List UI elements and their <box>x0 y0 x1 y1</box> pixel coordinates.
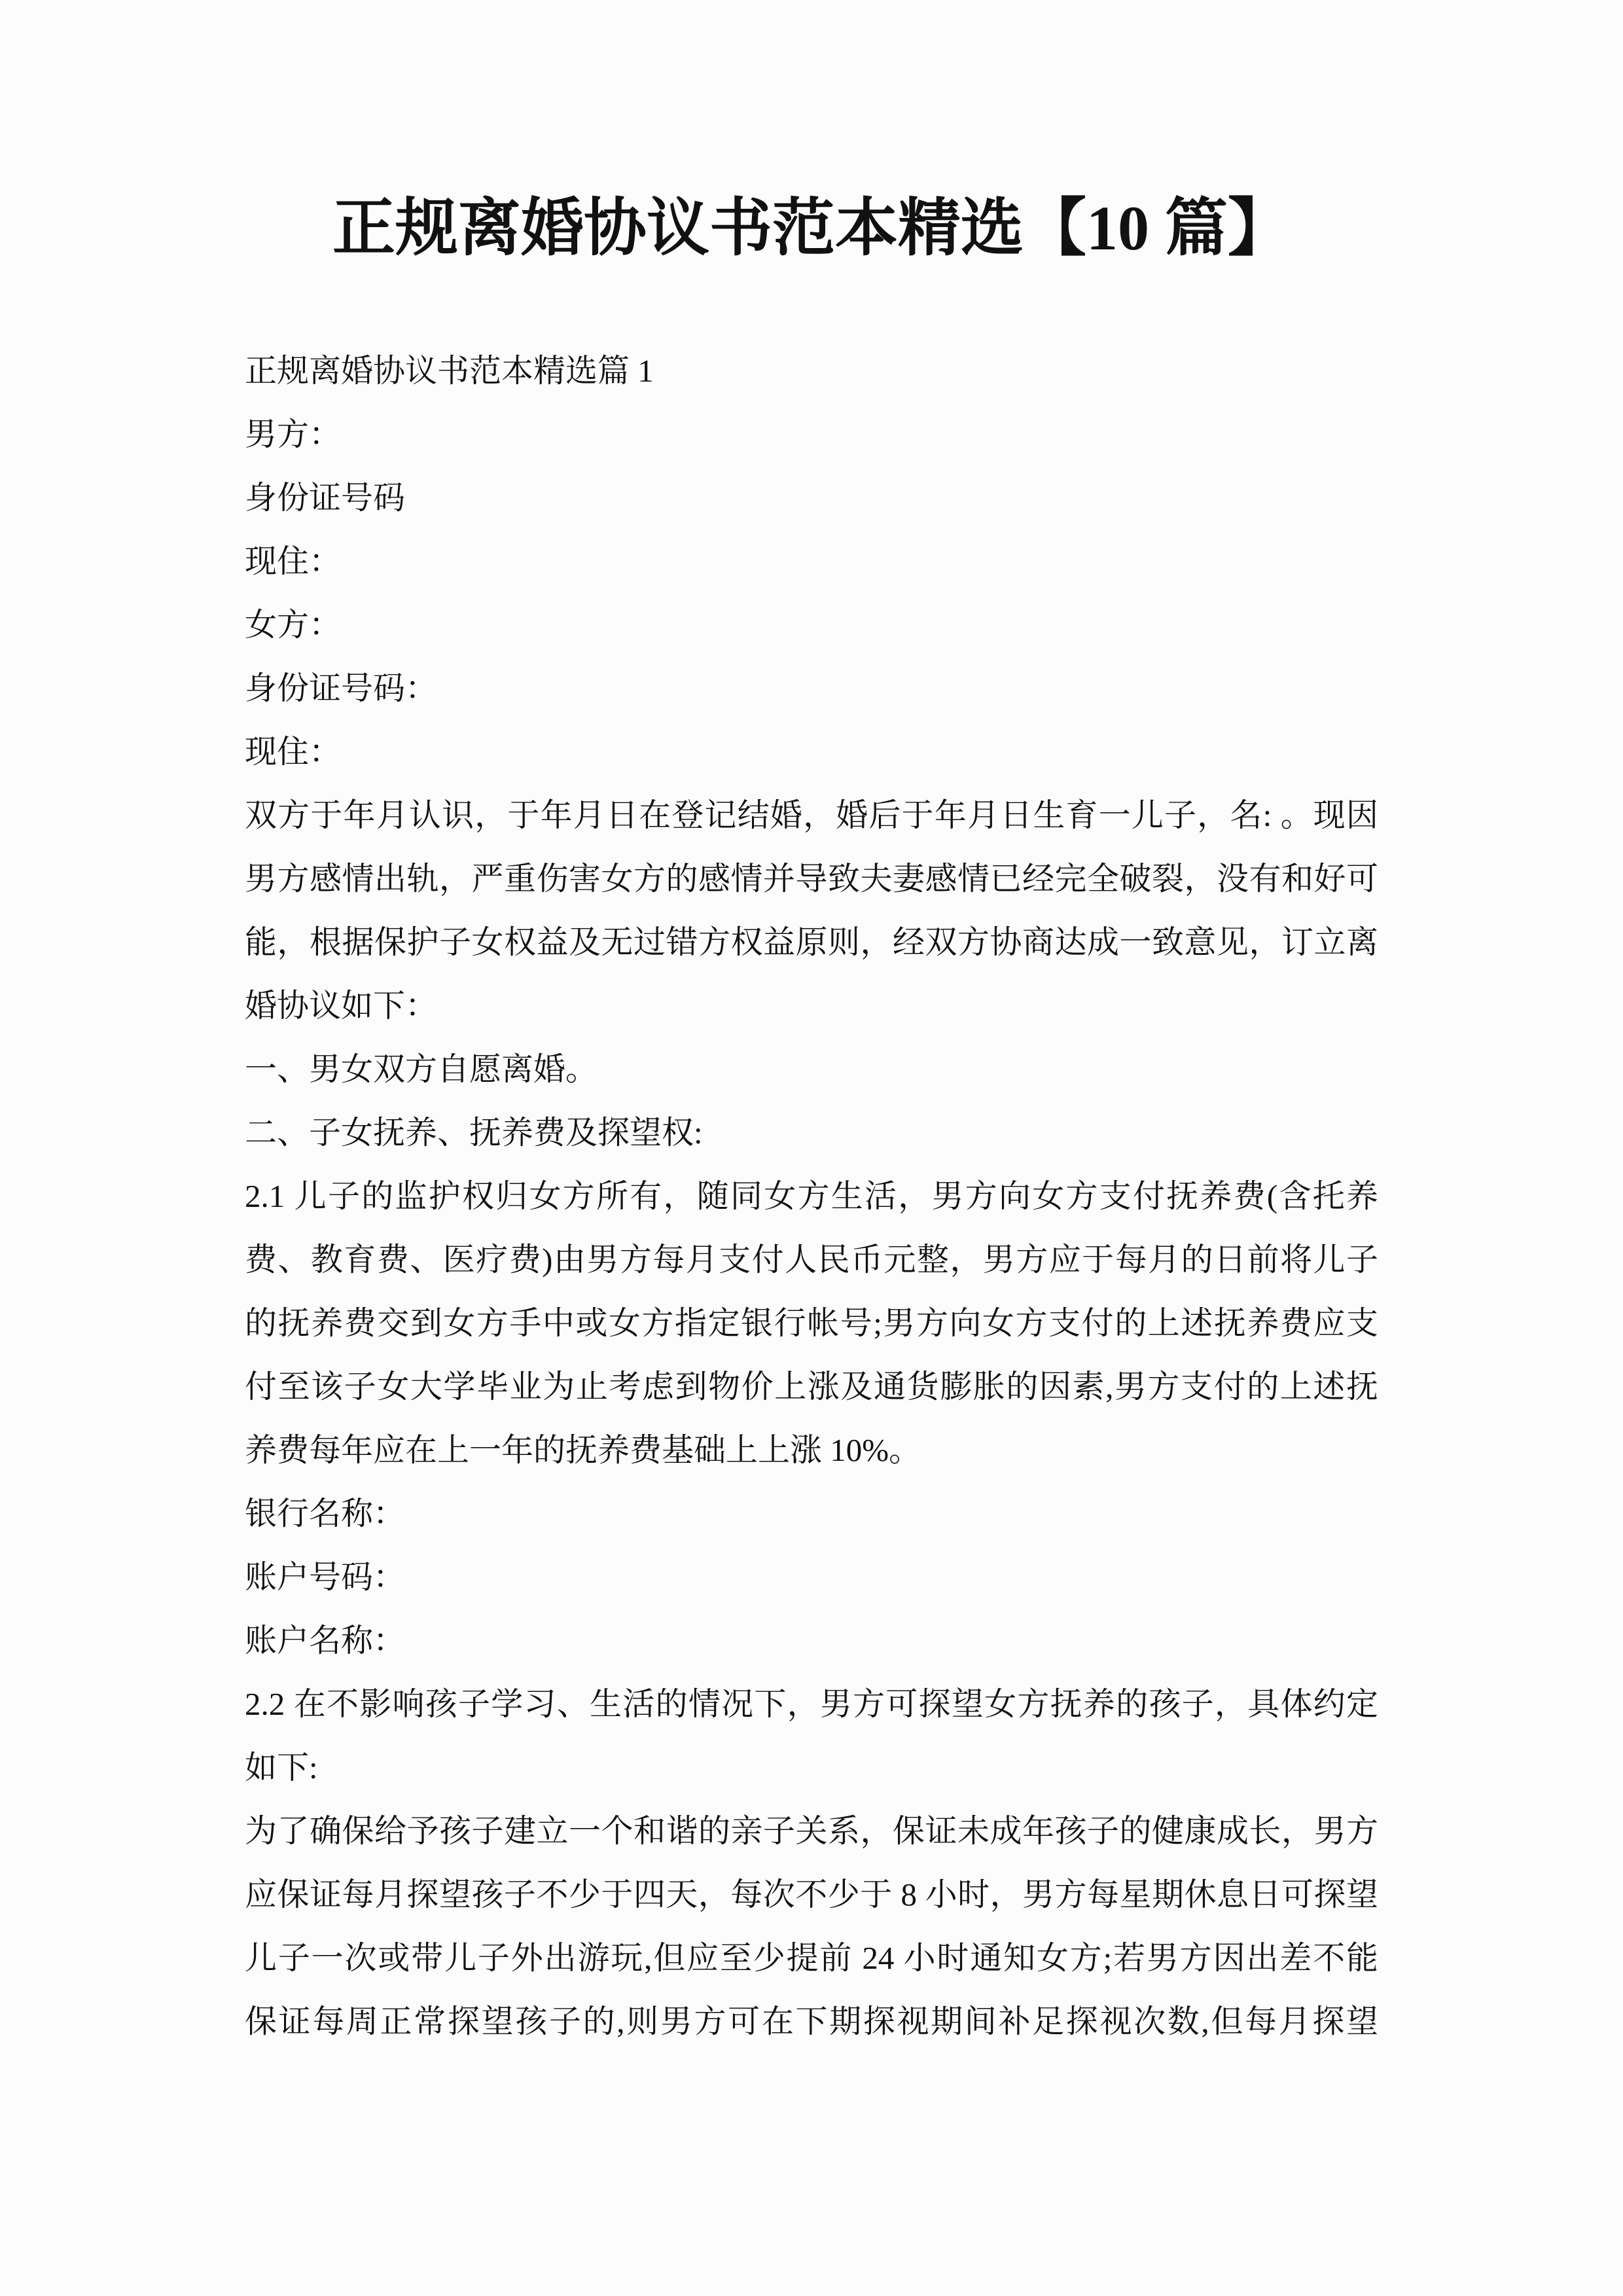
text-line: 一、男女双方自愿离婚。 <box>245 1051 598 1087</box>
text-line: 2.2 在不影响孩子学习、生活的情况下，男方可探望女方抚养的孩子，具体约定 <box>245 1686 1378 1722</box>
text-line: 养费每年应在上一年的抚养费基础上上涨 10%。 <box>245 1432 921 1468</box>
text-line: 现住： <box>245 734 342 770</box>
text-line: 付至该子女大学毕业为止考虑到物价上涨及通货膨胀的因素,男方支付的上述抚 <box>245 1369 1378 1405</box>
text-line: 正规离婚协议书范本精选篇 1 <box>245 353 654 389</box>
document-body <box>245 339 1378 2053</box>
text-line: 双方于年月认识，于年月日在登记结婚，婚后于年月日生育一儿子，名: 。现因 <box>245 797 1378 833</box>
text-line: 女方： <box>245 607 342 643</box>
text-line: 男方： <box>245 416 342 452</box>
text-line: 婚协议如下： <box>245 988 438 1024</box>
text-line: 的抚养费交到女方手中或女方指定银行帐号;男方向女方支付的上述抚养费应支 <box>245 1305 1378 1341</box>
text-line: 男方感情出轨，严重伤害女方的感情并导致夫妻感情已经完全破裂，没有和好可 <box>245 861 1378 897</box>
text-line: 儿子一次或带儿子外出游玩,但应至少提前 24 小时通知女方;若男方因出差不能 <box>245 1940 1378 1976</box>
text-line: 如下: <box>245 1749 318 1785</box>
text-line: 身份证号码 <box>245 480 406 516</box>
text-line: 为了确保给予孩子建立一个和谐的亲子关系，保证未成年孩子的健康成长，男方 <box>245 1813 1378 1849</box>
text-line: 2.1 儿子的监护权归女方所有，随同女方生活，男方向女方支付抚养费(含托养 <box>245 1178 1378 1214</box>
text-line: 费、教育费、医疗费)由男方每月支付人民币元整，男方应于每月的日前将儿子 <box>245 1242 1378 1278</box>
text-line: 账户号码： <box>245 1559 406 1595</box>
text-line: 账户名称： <box>245 1623 406 1659</box>
text-line: 身份证号码： <box>245 670 438 706</box>
text-line: 保证每周正常探望孩子的,则男方可在下期探视期间补足探视次数,但每月探望 <box>245 2003 1378 2039</box>
text-line: 应保证每月探望孩子不少于四天，每次不少于 8 小时，男方每星期休息日可探望 <box>245 1876 1378 1912</box>
text-line: 二、子女抚养、抚养费及探望权: <box>245 1115 703 1151</box>
document-title: 正规离婚协议书范本精选【10 篇】 <box>332 193 1291 263</box>
text-line: 现住： <box>245 543 342 579</box>
text-line: 能，根据保护子女权益及无过错方权益原则，经双方协商达成一致意见，订立离 <box>245 924 1378 960</box>
text-line: 银行名称： <box>245 1496 406 1532</box>
